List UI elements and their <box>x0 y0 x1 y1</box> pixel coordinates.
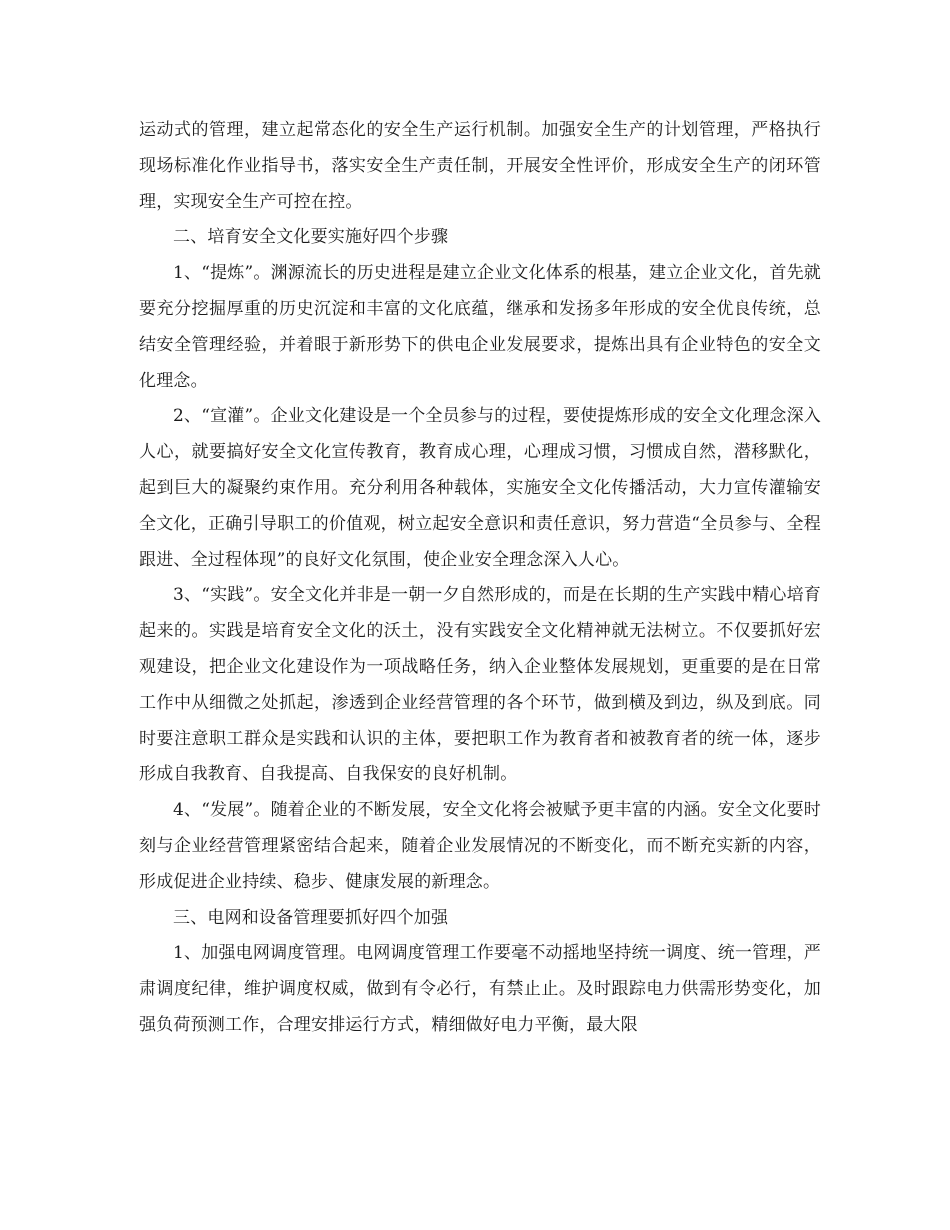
paragraph-practice: 3、“实践”。安全文化并非是一朝一夕自然形成的，而是在长期的生产实践中精心培育起来的。实践是培育安全文化的沃土，没有实践安全文化精神就无法树立。不仅要抓好宏观建设，把企业文化建设作为一项战略任务，纳入企业整体发展规划，更重要的是在日常工作中从细微之处抓起，渗透到企业经营管理的各个环节，做到横及到边，纵及到底。同时要注意职工群众是实践和认识的主体，要把职工作为教育者和被教育者的统一体，逐步形成自我教育、自我提高、自我保安的良好机制。 <box>139 585 821 785</box>
paragraph-refine: 1、“提炼”。渊源流长的历史进程是建立企业文化体系的根基，建立企业文化，首先就要充分挖掘厚重的历史沉淀和丰富的文化底蕴，继承和发扬多年形成的安全优良传统，总结安全管理经验，并着眼于新形势下的供电企业发展要求，提炼出具有企业特色的安全文化理念。 <box>139 263 821 391</box>
section-heading-3: 三、电网和设备管理要抓好四个加强 <box>173 907 449 928</box>
paragraph-develop: 4、“发展”。随着企业的不断发展，安全文化将会被赋予更丰富的内涵。安全文化要时刻与企业经营管理紧密结合起来，随着企业发展情况的不断变化，而不断充实新的内容，形成促进企业持续、稳步、健康发展的新理念。 <box>139 800 821 892</box>
paragraph-promote: 2、“宣灌”。企业文化建设是一个全员参与的过程，要使提炼形成的安全文化理念深入人心，就要搞好安全文化宣传教育，教育成心理，心理成习惯，习惯成自然，潜移默化，起到巨大的凝聚约束作用。充分利用各种载体，实施安全文化传播活动，大力宣传灌输安全文化，正确引导职工的价值观，树立起安全意识和责任意识，努力营造“全员参与、全程跟进、全过程体现”的良好文化氛围，使企业安全理念深入人心。 <box>139 406 821 570</box>
paragraph-continuation: 运动式的管理，建立起常态化的安全生产运行机制。加强安全生产的计划管理，严格执行现场标准化作业指导书，落实安全生产责任制，开展安全性评价，形成安全生产的闭环管理，实现安全生产可控在控。 <box>139 120 821 212</box>
paragraph-dispatch: 1、加强电网调度管理。电网调度管理工作要毫不动摇地坚持统一调度、统一管理，严肃调度纪律，维护调度权威，做到有令必行，有禁止止。及时跟踪电力供需形势变化，加强负荷预测工作，合理安排运行方式，精细做好电力平衡，最大限 <box>139 943 821 1035</box>
document-body <box>139 113 821 1044</box>
section-heading-2: 二、培育安全文化要实施好四个步骤 <box>173 227 449 248</box>
